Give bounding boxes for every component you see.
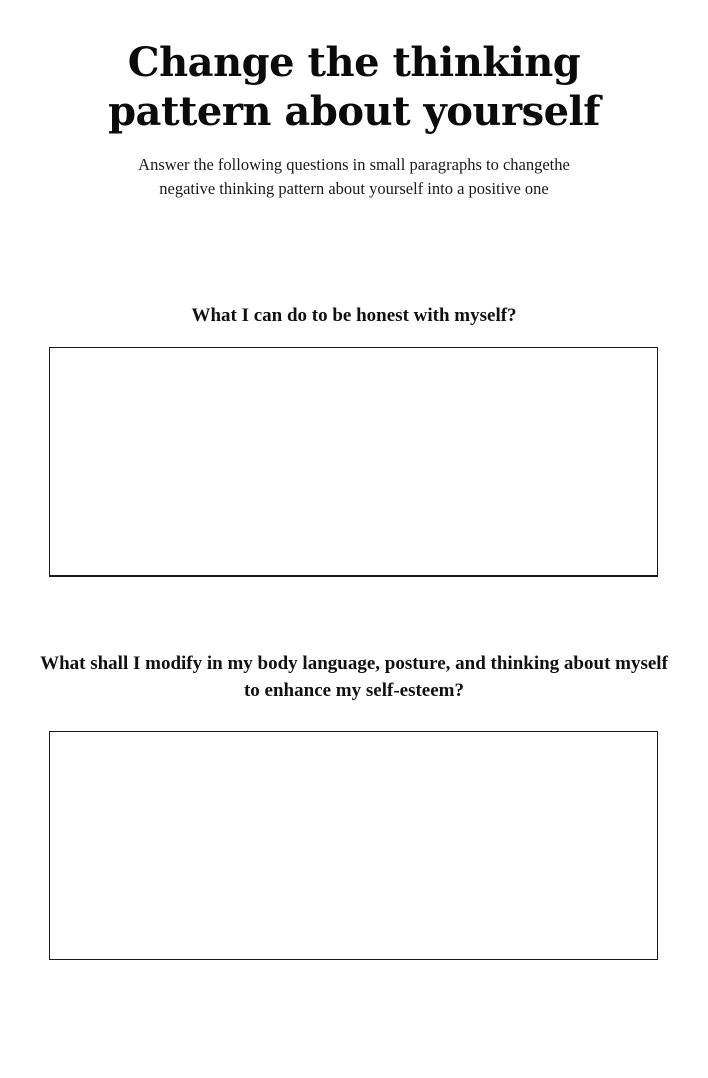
question-2-prompt: What shall I modify in my body language, posture, and thinking about myself to enhance my self-esteem?	[40, 653, 668, 701]
question-1-prompt: What I can do to be honest with myself?	[191, 305, 517, 326]
title-line-2: pattern about yourself	[108, 88, 600, 135]
question-2-answer-box[interactable]	[49, 731, 658, 960]
question-1-answer-box[interactable]	[49, 347, 658, 577]
title-line-1: Change the thinking	[127, 39, 581, 86]
instructions-text: Answer the following questions in small paragraphs to changethe negative thinking pattern about yourself into a positive one	[138, 155, 570, 198]
worksheet-title	[0, 38, 708, 136]
